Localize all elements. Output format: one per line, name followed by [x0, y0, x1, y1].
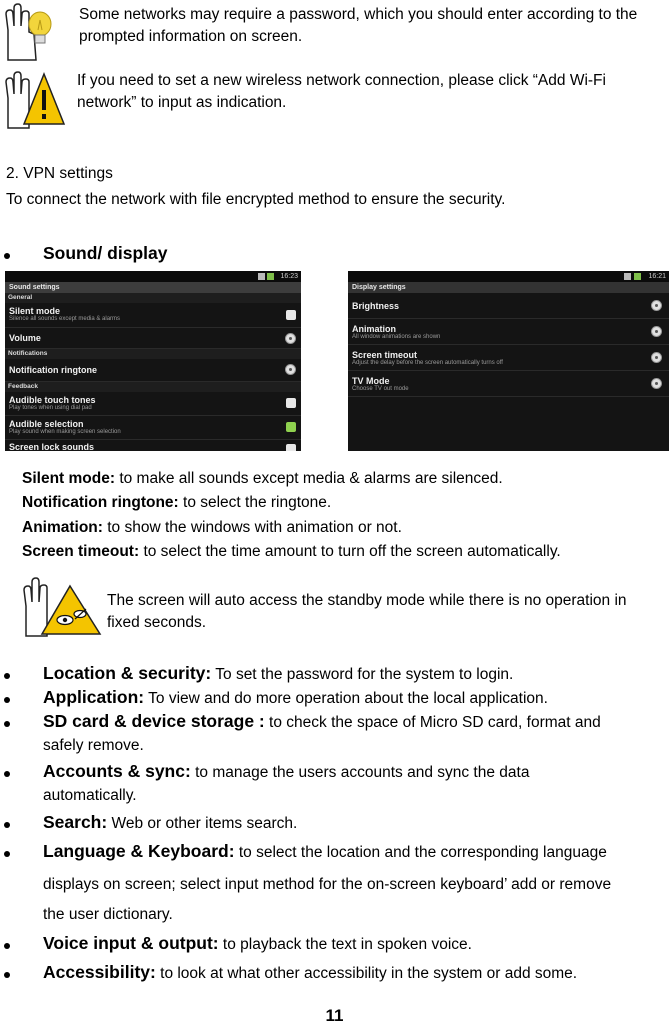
row-subtitle: Adjust the delay before the screen automatically turns off	[352, 360, 503, 366]
bullet-language-keyboard	[43, 841, 607, 862]
row-title: Brightness	[352, 301, 400, 311]
row-screen-lock[interactable]	[5, 440, 301, 451]
row-title: Notification ringtone	[9, 365, 97, 375]
note-add-wifi: If you need to set a new wireless network connection, please click “Add Wi-Fi network” to input as indication.	[77, 72, 606, 111]
definition-term: Animation:	[22, 519, 103, 536]
vpn-heading: 2. VPN settings	[6, 165, 113, 182]
bullet-dot	[4, 253, 10, 259]
bullet-application	[43, 687, 548, 708]
row-audible-touch[interactable]	[5, 392, 301, 416]
screen-timeout-arrow-icon	[651, 352, 662, 363]
definition-notification-ringtone	[22, 494, 331, 512]
bullet-desc: to look at what other accessibility in the system or add some.	[155, 965, 578, 982]
row-animation[interactable]	[348, 319, 669, 345]
bullet-location-security	[43, 663, 513, 684]
row-audible-selection[interactable]	[5, 416, 301, 440]
screen-lock-checkbox[interactable]	[286, 444, 296, 451]
bullet-dot	[4, 771, 10, 777]
volume-arrow-icon	[285, 333, 296, 344]
notification-icon	[258, 273, 265, 280]
vpn-text: To connect the network with file encrypted method to ensure the security.	[6, 191, 506, 208]
definition-desc: to make all sounds except media & alarms are silenced.	[115, 470, 503, 487]
bullet-dot	[4, 721, 10, 727]
silent-mode-checkbox[interactable]	[286, 310, 296, 320]
bullet-title: Language & Keyboard:	[43, 841, 235, 861]
bullet-desc: to playback the text in spoken voice.	[218, 936, 472, 953]
bullet-desc: To view and do more operation about the local application.	[144, 690, 548, 707]
screen-title: Sound settings	[5, 282, 301, 293]
row-brightness[interactable]	[348, 293, 669, 319]
battery-icon	[634, 273, 641, 280]
row-subtitle: Silence all sounds except media & alarms	[9, 316, 121, 322]
audible-touch-checkbox[interactable]	[286, 398, 296, 408]
row-volume[interactable]	[5, 328, 301, 349]
bullet-dot	[4, 822, 10, 828]
row-notification-ringtone[interactable]	[5, 359, 301, 382]
row-title: Audible selection	[9, 419, 84, 429]
section-notifications: Notifications	[5, 349, 301, 359]
bullet-desc: Web or other items search.	[107, 815, 298, 832]
battery-icon	[267, 273, 274, 280]
row-title: Silent mode	[9, 306, 61, 316]
definition-desc: to select the time amount to turn off the screen automatically.	[139, 543, 561, 560]
hand-eye-icon	[20, 574, 102, 638]
audible-selection-checkbox[interactable]	[286, 422, 296, 432]
bullet-title: Location & security:	[43, 663, 212, 683]
bullet-sd-card-cont: safely remove.	[43, 737, 144, 754]
page-number: 11	[325, 1006, 344, 1025]
definition-desc: to show the windows with animation or not.	[102, 519, 402, 536]
bullet-language-keyboard-cont2: the user dictionary.	[43, 906, 173, 923]
bullet-title: Accessibility:	[43, 962, 156, 982]
bullet-dot	[4, 697, 10, 703]
clock: 16:21	[648, 273, 666, 280]
bullet-title: Voice input & output:	[43, 933, 219, 953]
definition-screen-timeout	[22, 543, 561, 561]
bullet-title: SD card & device storage :	[43, 711, 265, 731]
definition-silent-mode	[22, 470, 503, 488]
bullet-accounts-sync-cont: automatically.	[43, 787, 137, 804]
hand-bulb-icon	[2, 2, 66, 62]
definition-animation	[22, 519, 402, 537]
tv-mode-arrow-icon	[651, 378, 662, 389]
brightness-arrow-icon	[651, 300, 662, 311]
bullet-language-keyboard-cont1: displays on screen; select input method for the on-screen keyboard’ add or remove	[43, 876, 612, 893]
bullet-dot	[4, 972, 10, 978]
row-title: Screen lock sounds	[9, 442, 95, 451]
sound-settings-screenshot	[5, 271, 301, 451]
bullet-accessibility	[43, 962, 577, 983]
row-title: Screen timeout	[352, 350, 418, 360]
bullet-desc: to check the space of Micro SD card, format and	[264, 714, 601, 731]
bullet-accounts-sync	[43, 761, 529, 782]
bullet-title: Accounts & sync:	[43, 761, 191, 781]
note-password: Some networks may require a password, which you should enter according to the prompted information on screen.	[79, 6, 638, 45]
row-title: Animation	[352, 324, 396, 334]
row-title: Volume	[9, 333, 41, 343]
note-standby: The screen will auto access the standby mode while there is no operation in fixed seconds.	[107, 592, 627, 631]
row-subtitle: Play tones when using dial pad	[9, 405, 92, 411]
row-subtitle: Play sound when making screen selection	[9, 429, 121, 435]
bullet-desc: to select the location and the corresponding language	[234, 844, 607, 861]
section-feedback: Feedback	[5, 382, 301, 392]
definition-term: Notification ringtone:	[22, 494, 179, 511]
bullet-dot	[4, 673, 10, 679]
row-screen-timeout[interactable]	[348, 345, 669, 371]
bullet-sd-card	[43, 711, 601, 732]
row-title: TV Mode	[352, 376, 390, 386]
bullet-title: Application:	[43, 687, 145, 707]
bullet-voice-io	[43, 933, 472, 954]
notification-icon	[624, 273, 631, 280]
row-tv-mode[interactable]	[348, 371, 669, 397]
bullet-dot	[4, 851, 10, 857]
hand-warning-icon	[2, 68, 66, 130]
bullet-title: Search:	[43, 812, 108, 832]
ringtone-arrow-icon	[285, 364, 296, 375]
row-subtitle: All window animations are shown	[352, 334, 441, 340]
definition-term: Silent mode:	[22, 470, 116, 487]
bullet-search	[43, 812, 297, 833]
row-subtitle: Choose TV out mode	[352, 386, 409, 392]
display-settings-screenshot	[348, 271, 669, 451]
definition-term: Screen timeout:	[22, 543, 140, 560]
screen-title: Display settings	[348, 282, 669, 293]
section-general: General	[5, 293, 301, 303]
definition-desc: to select the ringtone.	[178, 494, 332, 511]
bullet-desc: To set the password for the system to login.	[211, 666, 514, 683]
status-bar	[348, 271, 669, 282]
bullet-desc: to manage the users accounts and sync the data	[190, 764, 530, 781]
status-bar	[5, 271, 301, 282]
section-title-sound-display: Sound/ display	[43, 243, 168, 263]
animation-arrow-icon	[651, 326, 662, 337]
row-silent-mode[interactable]	[5, 303, 301, 328]
row-title: Audible touch tones	[9, 395, 96, 405]
bullet-dot	[4, 943, 10, 949]
clock: 16:23	[280, 273, 298, 280]
